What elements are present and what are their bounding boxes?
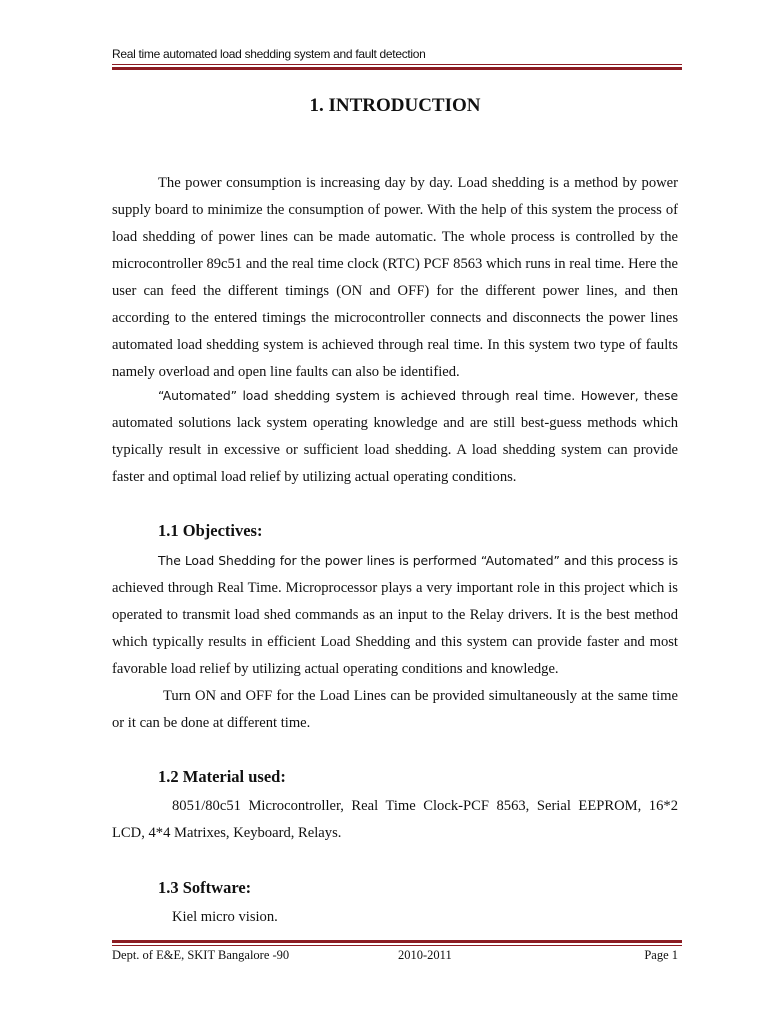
material-heading: 1.2 Material used: xyxy=(158,767,286,786)
footer-year: 2010-2011 xyxy=(398,948,452,962)
software-paragraph: Kiel micro vision. xyxy=(172,909,278,925)
intro-paragraph-1: The power consumption is increasing day by day. Load shedding is a method by power supply board to minimize the consumption of power. With the help of this system the process of load shedding of power lines can be made automatic. The whole process is controlled by the microcontroller 89c51 and the real time clock (RTC) PCF 8563 which runs in real time. Here the user can feed the different timings (ON and OFF) for the different power lines, and then according to the entered timings the microcontroller connects and disconnects the power lines automated load shedding system is achieved through real time. In this system two type of faults namely overload and open line faults can also be identified. xyxy=(112,175,678,380)
material-paragraph: 8051/80c51 Microcontroller, Real Time Clock-PCF 8563, Serial EEPROM, 16*2 LCD, 4*4 Matrixes, Keyboard, Relays. xyxy=(112,798,678,841)
intro-paragraph-2-lead: “Automated” load shedding system is achieved through real time. However, these xyxy=(158,388,678,403)
footer-rule-thin xyxy=(112,945,682,946)
footer-department: Dept. of E&E, SKIT Bangalore -90 xyxy=(112,948,290,962)
footer-rule-thick xyxy=(112,940,682,943)
header-rule-thin xyxy=(112,64,682,65)
objectives-heading: 1.1 Objectives: xyxy=(158,521,263,540)
objectives-paragraph-1 xyxy=(112,547,678,683)
software-heading: 1.3 Software: xyxy=(158,878,252,897)
objectives-paragraph-2: Turn ON and OFF for the Load Lines can be provided simultaneously at the same time or it can be done at different time. xyxy=(112,688,678,731)
intro-paragraph-2-rest: automated solutions lack system operating knowledge and are still best-guess methods which typically result in excessive or sufficient load shedding. A load shedding system can provide faster and optimal load relief by utilizing actual operating conditions. xyxy=(112,415,678,485)
footer-page-number: Page 1 xyxy=(644,948,678,962)
intro-paragraph-2 xyxy=(112,382,678,491)
page-title: 1. INTRODUCTION xyxy=(309,95,481,116)
running-header: Real time automated load shedding system and fault detection xyxy=(112,47,426,61)
header-rule-thick xyxy=(112,67,682,70)
objectives-paragraph-1-rest: achieved through Real Time. Microprocessor plays a very important role in this project which is operated to transmit load shed commands as an input to the Relay drivers. It is the best method which typically results in efficient Load Shedding and this system can provide faster and most favorable load relief by utilizing actual operating conditions and knowledge. xyxy=(112,580,678,677)
objectives-paragraph-1-lead: The Load Shedding for the power lines is performed “Automated” and this process is xyxy=(158,553,678,568)
